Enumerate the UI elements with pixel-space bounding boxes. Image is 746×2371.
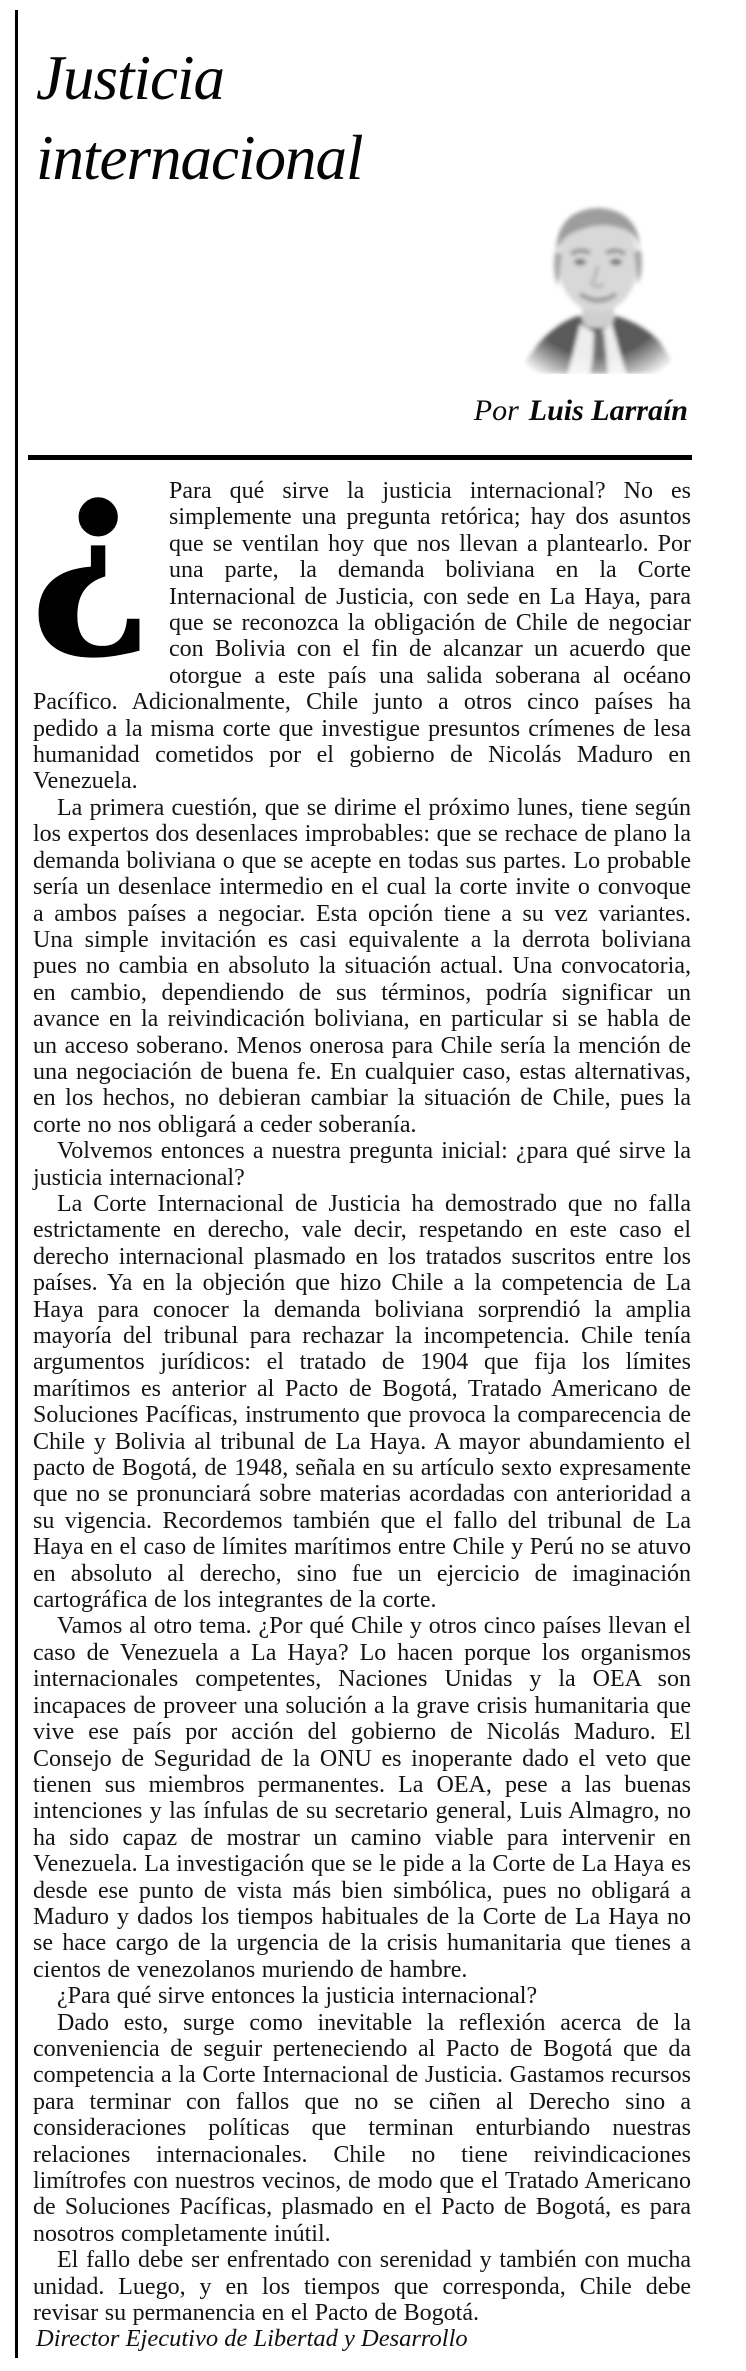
article-title-line1: Justicia	[36, 43, 224, 114]
author-portrait-image	[508, 184, 686, 374]
author-credit: Director Ejecutivo de Libertad y Desarrollo	[36, 2325, 468, 2352]
byline-prefix: Por	[473, 394, 519, 427]
paragraph-3: Volvemos entonces a nuestra pregunta inicial: ¿para qué sirve la justicia internacional?	[33, 1138, 691, 1191]
paragraph-2: La primera cuestión, que se dirime el próximo lunes, tiene según los expertos dos desenlaces improbables: que se rechace de plano la demanda boliviana o que se acepte en todas sus partes. Lo probable sería un desenlace intermedio en el cual la corte invite o convoque a ambos países a negociar. Esta opción tiene a su vez variantes. Una simple invitación es casi equivalente a la derrota boliviana pues no cambia en absoluto la situación actual. Una convocatoria, en cambio, dependiendo de sus términos, podría significar un avance en la reivindicación boliviana, en particular si se habla de un acceso soberano. Menos onerosa para Chile sería la mención de una negociación de buena fe. En cualquier caso, estas alternativas, en los hechos, no debieran cambiar la situación de Chile, pues la corte no nos obligará a ceder soberanía.	[33, 794, 691, 1138]
paragraph-4: La Corte Internacional de Justicia ha demostrado que no falla estrictamente en derecho, vale decir, respetando en este caso el derecho internacional plasmado en los tratados suscritos entre los países. Ya en la objeción que hizo Chile a la competencia de La Haya para conocer la demanda boliviana sorprendió la amplia mayoría del tribunal para rechazar la incompetencia. Chile tenía argumentos jurídicos: el tratado de 1904 que fija los límites marítimos es anterior al Pacto de Bogotá, Tratado Americano de Soluciones Pacíficas, instrumento que provoca la comparecencia de Chile y Bolivia al tribunal de La Haya. A mayor abundamiento el pacto de Bogotá, de 1948, señala en su artículo sexto expresamente que no se pronunciará sobre materias acordadas con anterioridad a su vigencia. Recordemos también que el fallo del tribunal de La Haya en el caso de límites marítimos entre Chile y Perú no se atuvo en absoluto al derecho, sino fue un ejercicio de imaginación cartográfica de los integrantes de la corte.	[33, 1190, 691, 1614]
byline	[474, 394, 688, 428]
dropcap-inverted-question-mark: ¿	[29, 417, 154, 666]
paragraph-5: Vamos al otro tema. ¿Por qué Chile y otros cinco países llevan el caso de Venezuela a La Haya? Lo hacen porque los organismos internacionales competentes, Naciones Unidas y la OEA son incapaces de proveer una solución a la grave crisis humanitaria que vive ese país por acción del gobierno de Nicolás Maduro. El Consejo de Seguridad de la ONU es inoperante dado el veto que tienen sus miembros permanentes. La OEA, pese a las buenas intenciones y las ínfulas de su secretario general, Luis Almagro, no ha sido capaz de mostrar un camino viable para intervenir en Venezuela. La investigación que se le pide a la Corte de La Haya es desde ese punto de vista más bien simbólica, pues no obligará a Maduro y dados los tiempos habituales de la Corte de La Haya no se hace cargo de la urgencia de la crisis humanitaria que tienes a cientos de venezolanos muriendo de hambre.	[33, 1613, 691, 1983]
left-column-rule	[15, 10, 18, 2358]
paragraph-6: ¿Para qué sirve entonces la justicia internacional?	[57, 1983, 538, 2010]
paragraph-1-text: Para qué sirve la justicia internacional? No es simplemente una pregunta retórica; hay dos asuntos que se ventilan hoy que nos llevan a plantearlo. Por una parte, la demanda boliviana en la Corte Internacional de Justicia, con sede en La Haya, para que se reconozca la obligación de Chile de negociar con Bolivia con el fin de alcanzar un acuerdo que otorgue a este país una salida soberana al océano Pacífico. Adicionalmente, Chile junto a otros cinco países ha pedido a la misma corte que investigue presuntos crímenes de lesa humanidad cometidos por el gobierno de Nicolás Maduro en Venezuela.	[33, 478, 691, 795]
paragraph-8: El fallo debe ser enfrentado con serenidad y también con mucha unidad. Luego, y en los tiempos que corresponda, Chile debe revisar su permanencia en el Pacto de Bogotá.	[33, 2247, 691, 2327]
article-body	[29, 417, 691, 2327]
article-title-line2: internacional	[36, 123, 363, 194]
paragraph-7: Dado esto, surge como inevitable la reflexión acerca de la conveniencia de seguir perteneciendo al Pacto de Bogotá que da competencia a la Corte Internacional de Justicia. Gastamos recursos para terminar con fallos que no se ciñen al Derecho sino a consideraciones políticas que terminan enturbiando nuestras relaciones internacionales. Chile no tiene reivindicaciones limítrofes con nuestros vecinos, de modo que el Tratado Americano de Soluciones Pacíficas, plasmado en el Pacto de Bogotá, es para nosotros completamente inútil.	[33, 2009, 691, 2247]
byline-author: Luis Larraín	[528, 394, 688, 427]
paragraph-1	[29, 417, 691, 795]
article-title	[36, 38, 596, 198]
author-portrait	[508, 184, 686, 374]
